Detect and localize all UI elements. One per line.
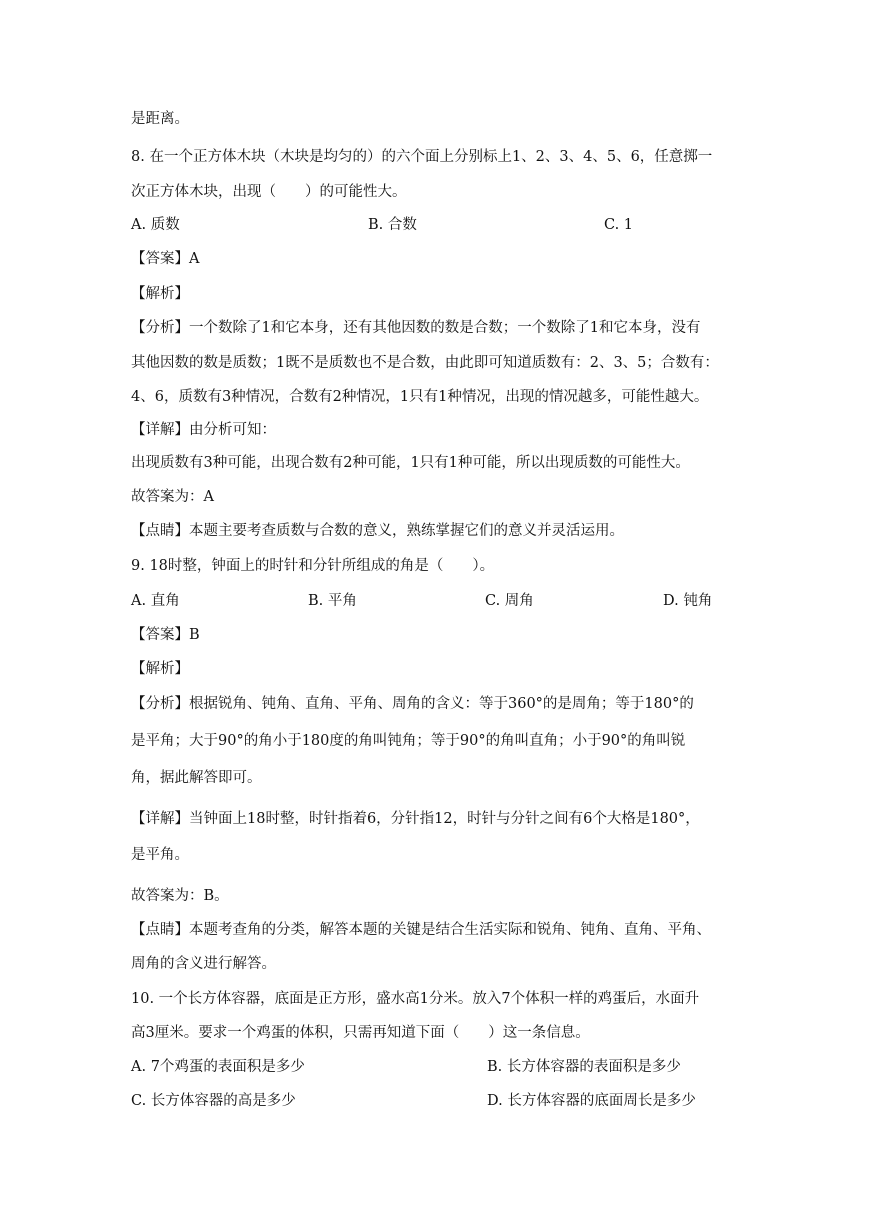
q10-option-b: B. 长方体容器的表面积是多少 bbox=[487, 1059, 681, 1075]
q8-final-answer: 故答案为：A bbox=[131, 489, 214, 505]
q9-analysis-heading: 【解析】 bbox=[131, 661, 189, 677]
q8-detail: 【详解】由分析可知： bbox=[131, 422, 276, 438]
q9-option-b: B. 平角 bbox=[308, 593, 357, 609]
q9-analysis-3: 角，据此解答即可。 bbox=[131, 770, 262, 786]
q9-detail-1: 【详解】当钟面上18时整，时针指着6，分针指12，时针与分针之间有6个大格是180°， bbox=[131, 811, 700, 827]
q9-detail-2: 是平角。 bbox=[131, 847, 189, 863]
question-9-stem: 9. 18时整，钟面上的时针和分针所组成的角是（ ）。 bbox=[131, 558, 495, 574]
q10-option-d: D. 长方体容器的底面周长是多少 bbox=[487, 1093, 696, 1109]
q8-answer: 【答案】A bbox=[131, 251, 200, 267]
text-line: 是距离。 bbox=[131, 111, 189, 127]
q8-analysis-2: 其他因数的数是质数；1既不是质数也不是合数，由此即可知道质数有：2、3、5；合数有： bbox=[131, 355, 719, 371]
q10-option-c: C. 长方体容器的高是多少 bbox=[131, 1093, 296, 1109]
q9-analysis-2: 是平角；大于90°的角小于180度的角叫钝角；等于90°的角叫直角；小于90°的角叫锐 bbox=[131, 733, 686, 749]
question-10-stem: 10. 一个长方体容器，底面是正方形，盛水高1分米。放入7个体积一样的鸡蛋后，水面升 bbox=[131, 991, 700, 1007]
question-8-stem-cont: 次正方体木块，出现（ ）的可能性大。 bbox=[131, 184, 407, 200]
q8-option-c: C. 1 bbox=[604, 217, 634, 233]
q9-comment-2: 周角的含义进行解答。 bbox=[131, 956, 276, 972]
q8-option-a: A. 质数 bbox=[131, 217, 180, 233]
q8-detail-2: 出现质数有3种可能，出现合数有2种可能，1只有1种可能，所以出现质数的可能性大。 bbox=[131, 455, 690, 471]
q9-answer: 【答案】B bbox=[131, 627, 200, 643]
q8-analysis-3: 4、6，质数有3种情况，合数有2种情况，1只有1种情况，出现的情况越多，可能性越大。 bbox=[131, 389, 709, 405]
q10-option-a: A. 7个鸡蛋的表面积是多少 bbox=[131, 1059, 305, 1075]
q8-option-b: B. 合数 bbox=[368, 217, 417, 233]
q9-option-c: C. 周角 bbox=[485, 593, 534, 609]
q9-final-answer: 故答案为：B。 bbox=[131, 888, 229, 904]
q9-comment-1: 【点睛】本题考查角的分类，解答本题的关键是结合生活实际和锐角、钝角、直角、平角、 bbox=[131, 922, 711, 938]
q8-analysis-1: 【分析】一个数除了1和它本身，还有其他因数的数是合数；一个数除了1和它本身，没有 bbox=[131, 320, 701, 336]
q8-comment: 【点睛】本题主要考查质数与合数的意义，熟练掌握它们的意义并灵活运用。 bbox=[131, 523, 624, 539]
question-8-stem: 8. 在一个正方体木块（木块是均匀的）的六个面上分别标上1、2、3、4、5、6，任意掷一 bbox=[131, 149, 713, 165]
q9-analysis-1: 【分析】根据锐角、钝角、直角、平角、周角的含义：等于360°的是周角；等于180°的 bbox=[131, 696, 694, 712]
q9-option-a: A. 直角 bbox=[131, 593, 180, 609]
q9-option-d: D. 钝角 bbox=[663, 593, 713, 609]
question-10-stem-cont: 高3厘米。要求一个鸡蛋的体积，只需再知道下面（ ）这一条信息。 bbox=[131, 1025, 590, 1041]
q8-analysis-heading: 【解析】 bbox=[131, 286, 189, 302]
